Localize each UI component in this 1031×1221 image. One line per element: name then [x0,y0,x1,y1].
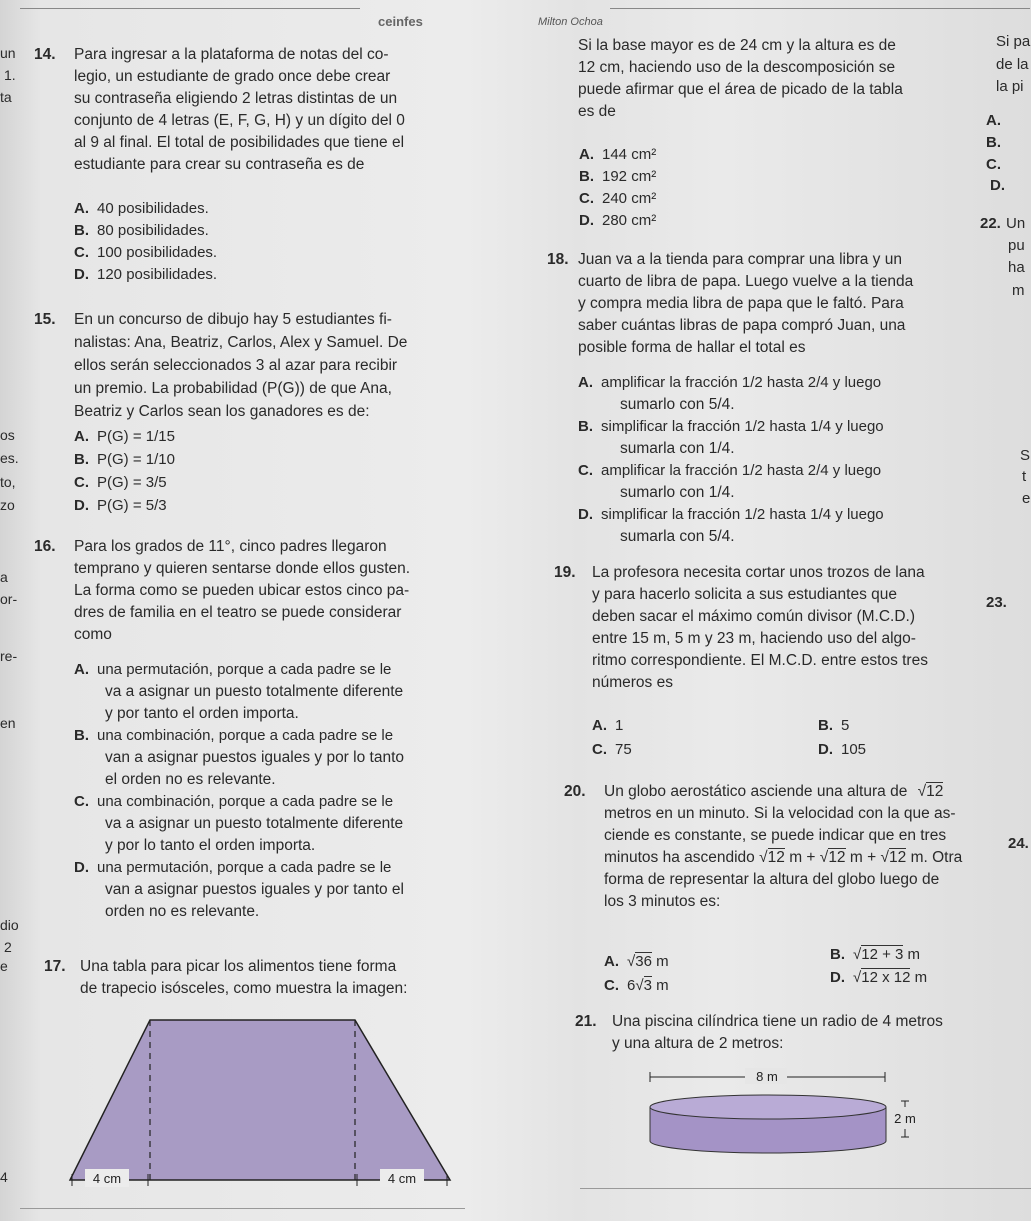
cylinder-top [650,1095,886,1119]
radicand: 12 [767,849,785,866]
footer-rule-left [20,1208,465,1209]
option-letter: A. [74,428,89,445]
question-text: su contraseña eligiendo 2 letras distintas de un [74,90,398,107]
option-text: sumarlo con 1/4. [620,484,735,501]
margin-fragment: de la [996,56,1029,73]
option-d[interactable] [74,265,217,284]
header-rule-left [20,8,360,9]
unit: m [651,977,669,994]
option-letter: A. [74,200,89,217]
option-letter: B. [818,717,833,734]
question-text: los 3 minutos es: [604,893,721,910]
question-text: deben sacar el máximo común divisor (M.C.D.) [592,608,916,625]
option-text: 40 posibilidades. [97,200,209,217]
footer-rule-right [580,1188,1031,1189]
option-d[interactable] [818,740,866,759]
margin-fragment: zo [0,497,15,513]
option-text: 80 posibilidades. [97,222,209,239]
option-a[interactable] [74,427,175,446]
margin-fragment: en [0,715,16,731]
question-number: 17. [44,958,66,975]
option-text: y por lo tanto el orden importa. [105,837,316,854]
question-text: Para ingresar a la plataforma de notas del co- [74,46,389,63]
sqrt-12 [918,783,944,800]
option-b[interactable] [818,716,849,735]
option-d[interactable] [579,211,656,230]
diameter-label: 8 m [756,1069,778,1084]
sqrt-sign: √ [819,849,829,866]
coefficient: 6 [627,977,636,994]
option-text: va a asignar un puesto totalmente diferente [105,815,404,832]
plus-sign: + [806,849,816,866]
option-b[interactable] [579,167,656,186]
question-text: ciende es constante, se puede indicar que en tres [604,827,947,844]
option-c[interactable] [604,976,669,995]
option-text: 5 [841,717,850,734]
option-text: 144 cm² [602,146,657,163]
question-text: como [74,626,112,643]
option-letter: C. [604,977,619,994]
option-text: 240 cm² [602,190,657,207]
radicand: 3 [643,977,652,994]
option-text: el orden no es relevante. [105,771,276,788]
sqrt-12 [880,848,906,866]
option-letter: D. [579,212,594,229]
option-letter: D. [74,266,89,283]
question-number: 14. [34,46,56,63]
option-text: amplificar la fracción 1/2 hasta 2/4 y luego [601,462,882,479]
option-a[interactable] [604,952,669,971]
margin-fragment: ha [1008,259,1025,276]
margin-fragment: or- [0,591,18,607]
radicand: 12 + 3 [861,946,904,963]
sqrt-sign: √ [853,946,862,963]
option-text: P(G) = 5/3 [97,497,167,514]
option-c[interactable] [74,243,217,262]
margin-fragment: os [0,427,15,443]
option-text: 105 [841,741,867,758]
question-number: 20. [564,783,586,800]
margin-option: B. [986,134,1001,151]
question-text: Una tabla para picar los alimentos tiene forma [80,958,397,975]
option-text: una permutación, porque a cada padre se le [97,859,392,876]
margin-fragment: e [0,958,8,974]
sqrt-sign: √ [853,969,862,986]
trapezoid-figure [55,1010,475,1210]
unit: m [910,969,928,986]
option-letter: A. [579,146,594,163]
option-letter: B. [74,222,89,239]
option-text: una permutación, porque a cada padre se le [97,661,392,678]
option-text: 280 cm² [602,212,657,229]
question-text: y para hacerlo solicita a sus estudiantes que [592,586,898,603]
question-text: La profesora necesita cortar unos trozos de lana [592,564,925,581]
radicand: 12 [889,849,907,866]
question-text: entre 15 m, 5 m y 23 m, haciendo uso del algo- [592,630,916,647]
option-letter: C. [74,244,89,261]
option-letter: A. [592,717,607,734]
question-text-part: Un globo aerostático asciende una altura de [604,783,908,800]
option-text: 192 cm² [602,168,657,185]
margin-option: A. [986,112,1001,129]
margin-fragment: t [1022,468,1027,485]
question-text: ellos serán seleccionados 3 al azar para recibir [74,357,398,374]
question-text: Juan va a la tienda para comprar una libra y un [578,251,902,268]
option-letter: C. [579,190,594,207]
option-text: van a asignar puestos iguales y por lo tanto [105,749,404,766]
question-text-part: m. Otra [910,849,963,866]
header-left: ceinfes [378,14,423,29]
option-letter: D. [818,741,833,758]
question-text: En un concurso de dibujo hay 5 estudiantes fi- [74,311,392,328]
margin-fragment: S [1020,447,1031,464]
margin-fragment: to, [0,474,16,490]
plus-sign: + [867,849,877,866]
option-b[interactable] [74,221,209,240]
question-text-part: minutos ha ascendido [604,849,755,866]
question-text [604,848,962,867]
option-text: amplificar la fracción 1/2 hasta 2/4 y luego [601,374,882,391]
option-letter: B. [579,168,594,185]
margin-fragment: 4 [0,1169,8,1185]
question-text: La forma como se pueden ubicar estos cinco pa- [74,582,410,599]
question-text: cuarto de libra de papa. Luego vuelve a la tienda [578,273,914,290]
question-text: Para los grados de 11°, cinco padres llegaron [74,538,387,555]
unit: m [789,849,803,866]
option-letter: C. [74,474,89,491]
option-d[interactable] [830,968,927,987]
option-letter: D. [74,859,89,876]
question-text: puede afirmar que el área de picado de la tabla [578,81,903,98]
margin-question-number: 23. [986,594,1007,611]
trapezoid-shape [70,1020,450,1180]
question-text: forma de representar la altura del globo luego de [604,871,940,888]
option-a[interactable] [579,145,656,164]
question-text: ritmo correspondiente. El M.C.D. entre estos tres [592,652,928,669]
option-text: sumarla con 1/4. [620,440,735,457]
option-text: simplificar la fracción 1/2 hasta 1/4 y luego [601,418,884,435]
question-number: 19. [554,564,576,581]
option-letter: A. [578,374,593,391]
question-text: al 9 al final. El total de posibilidades que tiene el [74,134,405,151]
option-text: una combinación, porque a cada padre se le [97,727,394,744]
margin-fragment: 2 [4,939,12,955]
unit: m [651,953,669,970]
option-d[interactable] [74,496,167,515]
sqrt-sign: √ [635,977,644,994]
margin-question-number: 24. [1008,835,1029,852]
option-letter: B. [74,727,89,744]
margin-fragment: un [0,45,16,61]
question-number: 16. [34,538,56,555]
sqrt-12 [759,848,785,866]
option-letter: D. [830,969,845,986]
option-text: 1 [615,717,624,734]
option-text: sumarlo con 5/4. [620,396,735,413]
option-letter: C. [578,462,593,479]
question-text: de trapecio isósceles, como muestra la imagen: [80,980,408,997]
radicand: 12 [926,783,944,800]
option-c[interactable] [579,189,656,208]
sqrt-sign: √ [917,783,927,800]
option-letter: B. [830,946,845,963]
trapezoid-right-label: 4 cm [387,1171,417,1186]
question-text: un premio. La probabilidad (P(G)) de que Ana, [74,380,392,397]
question-text: nalistas: Ana, Beatriz, Carlos, Alex y Samuel. De [74,334,408,351]
option-letter: D. [74,497,89,514]
option-text: 100 posibilidades. [97,244,218,261]
radicand: 12 [828,849,846,866]
question-text: y compra media libra de papa que le faltó. Para [578,295,904,312]
question-text: saber cuántas libras de papa compró Juan, una [578,317,906,334]
option-a[interactable] [74,199,209,218]
option-letter: B. [74,451,89,468]
question-text: legio, un estudiante de grado once debe crear [74,68,391,85]
question-text: metros en un minuto. Si la velocidad con la que as- [604,805,956,822]
margin-question-number: 22. [980,215,1001,232]
margin-fragment: dio [0,917,19,933]
header-right: Milton Ochoa [538,16,603,28]
question-text [604,782,943,801]
margin-fragment: re- [0,648,18,664]
option-text: P(G) = 1/10 [97,451,175,468]
option-letter: B. [578,418,593,435]
unit: m [849,849,863,866]
option-b[interactable] [74,450,175,469]
margin-fragment: m [1012,282,1025,299]
question-text: Si la base mayor es de 24 cm y la altura es de [578,37,896,54]
sqrt-12 [820,848,846,866]
option-text: simplificar la fracción 1/2 hasta 1/4 y luego [601,506,884,523]
question-number: 18. [547,251,569,268]
sqrt-sign: √ [627,953,636,970]
question-number: 15. [34,311,56,328]
option-letter: C. [74,793,89,810]
option-text: van a asignar puestos iguales y por tanto el [105,881,404,898]
option-text: orden no es relevante. [105,903,260,920]
question-text: y una altura de 2 metros: [612,1035,784,1052]
option-c[interactable] [74,473,167,492]
margin-fragment: a [0,569,8,585]
question-number: 21. [575,1013,597,1030]
question-text: números es [592,674,673,691]
option-c[interactable] [592,740,632,759]
option-letter: A. [74,661,89,678]
option-text: 75 [615,741,632,758]
margin-option: C. [986,156,1001,173]
question-text: conjunto de 4 letras (E, F, G, H) y un dígito del 0 [74,112,405,129]
option-letter: D. [578,506,593,523]
option-text: una combinación, porque a cada padre se le [97,793,394,810]
margin-fragment: Si pa [996,33,1031,50]
option-text: sumarla con 5/4. [620,528,735,545]
margin-fragment: es. [0,450,19,466]
radicand: 36 [635,953,652,970]
option-text: y por tanto el orden importa. [105,705,299,722]
question-text: dres de familia en el teatro se puede considerar [74,604,402,621]
margin-fragment: la pi [996,78,1024,95]
option-text: 120 posibilidades. [97,266,218,283]
margin-fragment: ta [0,89,12,105]
question-text: Beatriz y Carlos sean los ganadores es de: [74,403,370,420]
option-b[interactable] [830,945,920,964]
margin-option: D. [990,177,1005,194]
question-text: 12 cm, haciendo uso de la descomposición se [578,59,896,76]
sqrt-sign: √ [880,849,889,866]
option-text: P(G) = 3/5 [97,474,167,491]
option-text: P(G) = 1/15 [97,428,175,445]
height-label: 2 m [894,1111,916,1126]
question-text: temprano y quieren sentarse donde ellos gusten. [74,560,411,577]
trapezoid-left-label: 4 cm [92,1171,122,1186]
cylinder-figure [640,1065,940,1165]
margin-fragment: Un [1006,215,1026,232]
option-a[interactable] [592,716,623,735]
margin-fragment: e [1022,490,1031,507]
option-text: va a asignar un puesto totalmente diferente [105,683,404,700]
sqrt-sign: √ [759,849,768,866]
option-letter: C. [592,741,607,758]
question-text: Una piscina cilíndrica tiene un radio de 4 metros [612,1013,943,1030]
header-rule-right [610,8,1030,9]
question-text: es de [578,103,616,120]
margin-fragment: pu [1008,237,1025,254]
margin-fragment: 1. [4,67,16,83]
radicand: 12 x 12 [861,969,911,986]
question-text: estudiante para crear su contraseña es de [74,156,365,173]
question-text: posible forma de hallar el total es [578,339,806,356]
option-letter: A. [604,953,619,970]
unit: m [903,946,921,963]
